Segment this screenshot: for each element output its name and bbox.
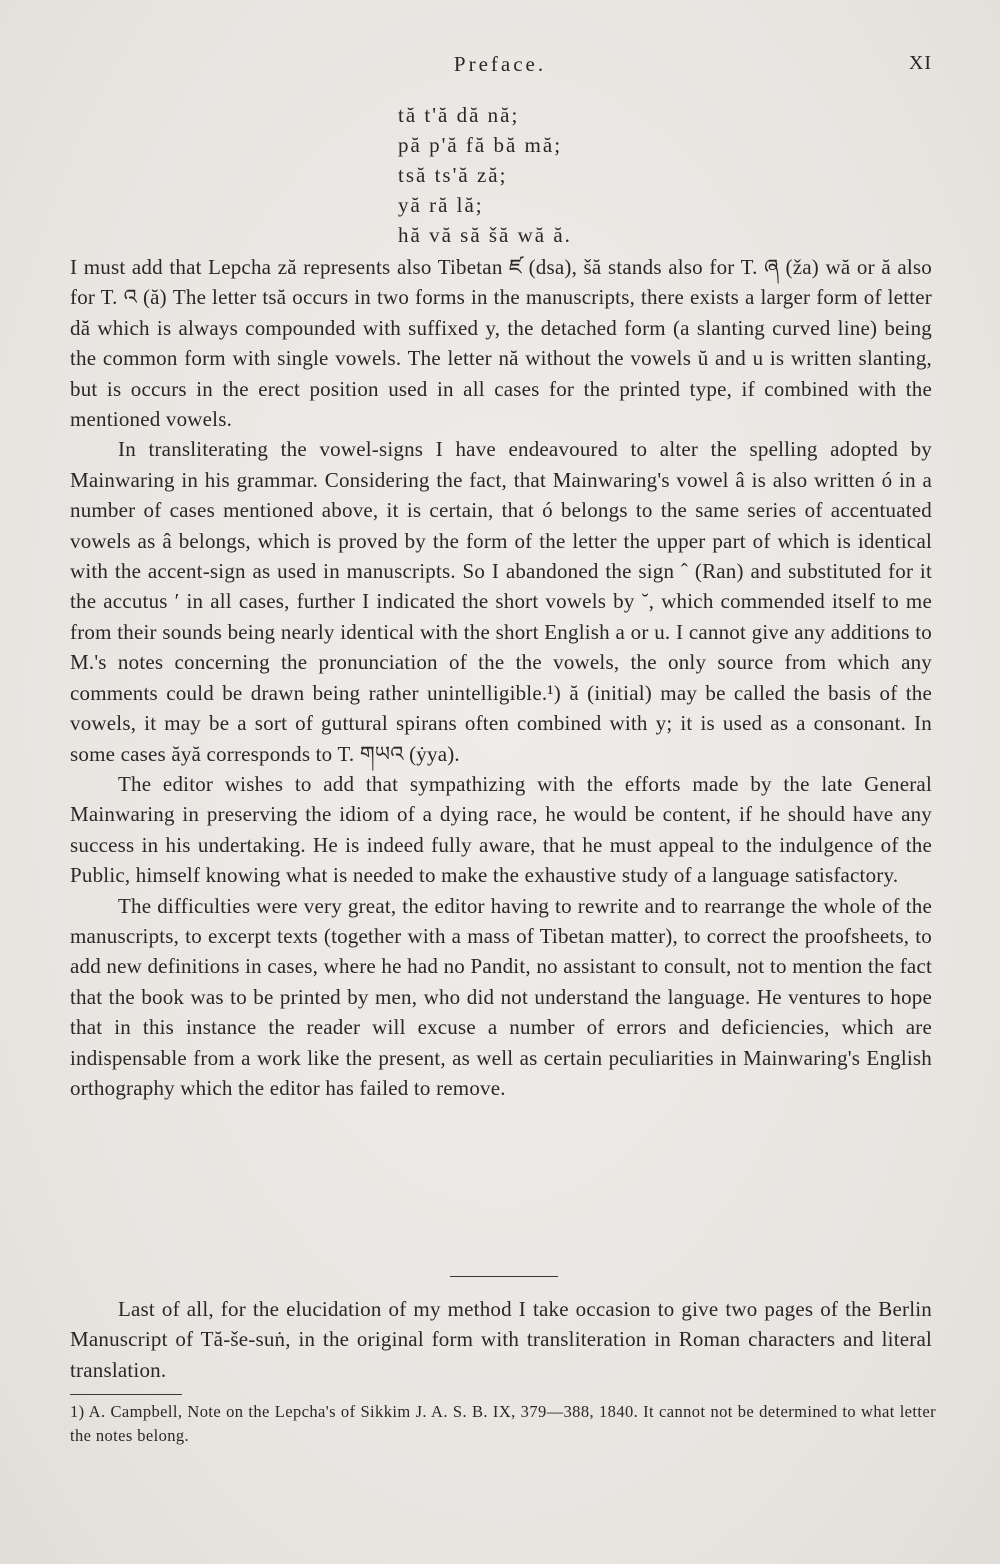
lepcha-alphabet-list — [398, 100, 572, 250]
paragraph: Last of all, for the elucidation of my method I take occasion to give two pages of the Berlin Manuscript of Tă-še-suṅ, in the original form with transliteration in Roman characters and literal translation. — [70, 1297, 932, 1382]
footnote-rule — [70, 1394, 182, 1395]
closing-paragraph — [70, 1294, 932, 1385]
paragraph: The editor wishes to add that sympathizing with the efforts made by the late General Mainwaring in preserving the idiom of a dying race, he would be content, if he should have any success in his undertaking. He is indeed fully aware, that he must appeal to the indulgence of the Public, himself knowing what is needed to make the exhaustive study of a language satisfactory. — [70, 771, 932, 888]
alphabet-line: hă vă să šă wă ă. — [398, 223, 572, 247]
paragraph: The difficulties were very great, the editor having to rewrite and to rearrange the whole of the manuscripts, to excerpt texts (together with a mass of Tibetan matter), to correct the proofsheets, to add new definitions in cases, where he had no Pandit, no assistant to consult, not to mention the fact that the book was to be printed by men, who did not understand the language. He ventures to hope that in this instance the reader will excuse a number of errors and deficiencies, which are indispensable from a work like the present, as well as certain peculiarities in Mainwaring's English orthography which the editor has failed to remove. — [70, 893, 932, 1100]
alphabet-line: tsă ts'ă ză; — [398, 163, 508, 187]
alphabet-line: pă p'ă fă bă mă; — [398, 133, 563, 157]
paragraph: In transliterating the vowel-signs I have endeavoured to alter the spelling adopted by Mainwaring in his grammar. Considering the fact, that Mainwaring's vowel â is also written ó in a number of cases mentioned above, it is certain, that ó belongs to the same series of accentuated vowels as â belongs, which is proved by the form of the letter the upper part of which is identical with the accent-sign as used in manuscripts. So I abandoned the sign ˆ (Ran) and substituted for it the accutus ′ in all cases, further I indicated the short vowels by ˘, which commended itself to me from their sounds being nearly identical with the short English a or u. I cannot give any additions to M.'s notes concerning the pronunciation of the the vowels, the only source from which any comments could be drawn being rather unintelligible.¹) ă (initial) may be called the basis of the vowels, it may be a sort of guttural spirans often combined with y; it is used as a consonant. In some cases ăyă corresponds to T. གཡའ (ẏya). — [70, 437, 932, 766]
body-text — [70, 252, 932, 1103]
section-separator — [450, 1276, 558, 1277]
alphabet-line: yă ră lă; — [398, 193, 484, 217]
footnote: 1) A. Campbell, Note on the Lepcha's of Sikkim J. A. S. B. IX, 379—388, 1840. It cannot not be determined to what letter the notes belong. — [70, 1402, 936, 1445]
page-header — [0, 52, 1000, 82]
page-number: XI — [908, 52, 932, 74]
running-title: Preface. — [453, 52, 547, 76]
paragraph: I must add that Lepcha ză represents also Tibetan ཛ (dsa), šă stands also for T. ཞ (ža) wă or ă also for T. འ (ă) The letter tsă occurs in two forms in the manuscripts, there exists a larger form of letter dă which is always compounded with suffixed y, the detached form (a slanting curved line) being the common form with single vowels. The letter nă without the vowels ŭ and u is written slanting, but is occurs in the erect position used in all cases for the printed type, if combined with the mentioned vowels. — [70, 255, 932, 432]
alphabet-line: tă t'ă dă nă; — [398, 103, 520, 127]
